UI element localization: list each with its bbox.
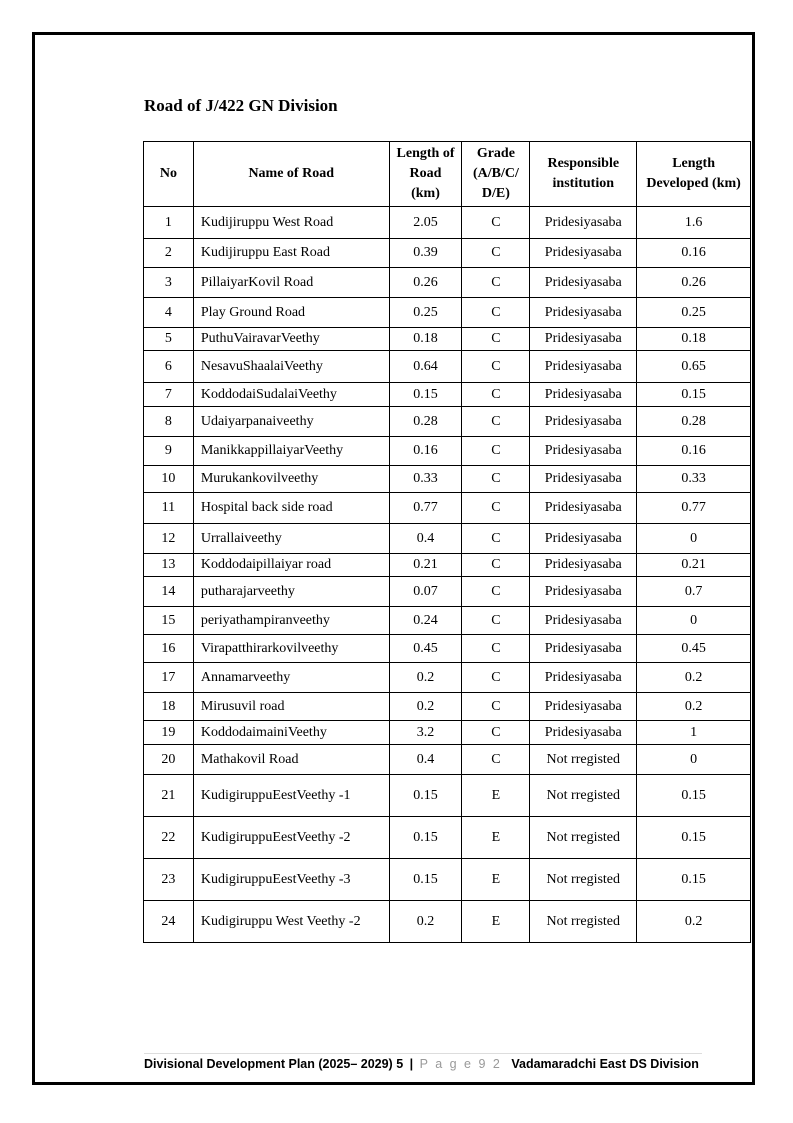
cell-responsible: Pridesiyasaba: [530, 239, 637, 268]
cell-responsible: Pridesiyasaba: [530, 554, 637, 577]
cell-developed: 0.2: [637, 663, 751, 693]
table-row: [144, 663, 751, 693]
header-length: Length of Road (km): [389, 142, 462, 207]
cell-no: 23: [144, 859, 194, 901]
table-row: [144, 239, 751, 268]
cell-road-name: KudigiruppuEestVeethy -2: [193, 817, 389, 859]
cell-length: 0.2: [389, 901, 462, 943]
header-developed: Length Developed (km): [637, 142, 751, 207]
cell-developed: 0.2: [637, 693, 751, 721]
table-header-row: [144, 142, 751, 207]
table-row: [144, 466, 751, 493]
cell-no: 17: [144, 663, 194, 693]
cell-responsible: Not rregisted: [530, 817, 637, 859]
cell-developed: 0.28: [637, 407, 751, 437]
cell-responsible: Pridesiyasaba: [530, 693, 637, 721]
cell-responsible: Pridesiyasaba: [530, 298, 637, 328]
cell-no: 6: [144, 351, 194, 383]
cell-length: 0.2: [389, 693, 462, 721]
cell-grade: C: [462, 383, 530, 407]
cell-developed: 0.16: [637, 239, 751, 268]
cell-no: 8: [144, 407, 194, 437]
cell-responsible: Pridesiyasaba: [530, 466, 637, 493]
cell-road-name: Mathakovil Road: [193, 745, 389, 775]
cell-grade: C: [462, 663, 530, 693]
cell-responsible: Not rregisted: [530, 745, 637, 775]
cell-length: 0.2: [389, 663, 462, 693]
cell-no: 12: [144, 524, 194, 554]
cell-developed: 0.25: [637, 298, 751, 328]
cell-no: 16: [144, 635, 194, 663]
cell-responsible: Not rregisted: [530, 775, 637, 817]
table-row: [144, 635, 751, 663]
cell-no: 9: [144, 437, 194, 466]
cell-road-name: KudigiruppuEestVeethy -3: [193, 859, 389, 901]
cell-length: 0.4: [389, 524, 462, 554]
footer-division: Vadamaradchi East DS Division: [511, 1057, 699, 1071]
cell-no: 7: [144, 383, 194, 407]
page-footer: [144, 1057, 699, 1071]
cell-road-name: Hospital back side road: [193, 493, 389, 524]
header-responsible: Responsible institution: [530, 142, 637, 207]
cell-length: 0.64: [389, 351, 462, 383]
cell-length: 0.4: [389, 745, 462, 775]
footer-plan-title: Divisional Development Plan (2025– 2029) 5: [144, 1057, 404, 1071]
cell-developed: 0.18: [637, 328, 751, 351]
cell-responsible: Pridesiyasaba: [530, 663, 637, 693]
cell-road-name: NesavuShaalaiVeethy: [193, 351, 389, 383]
cell-developed: 0.7: [637, 577, 751, 607]
cell-grade: E: [462, 775, 530, 817]
cell-developed: 0.15: [637, 383, 751, 407]
table-row: [144, 407, 751, 437]
cell-grade: C: [462, 745, 530, 775]
table-row: [144, 577, 751, 607]
cell-length: 0.18: [389, 328, 462, 351]
table-row: [144, 554, 751, 577]
cell-developed: 0.77: [637, 493, 751, 524]
cell-length: 0.21: [389, 554, 462, 577]
cell-road-name: KoddodaimainiVeethy: [193, 721, 389, 745]
cell-responsible: Pridesiyasaba: [530, 607, 637, 635]
cell-no: 3: [144, 268, 194, 298]
cell-developed: 0: [637, 607, 751, 635]
cell-road-name: Kudijiruppu East Road: [193, 239, 389, 268]
cell-grade: C: [462, 328, 530, 351]
cell-grade: C: [462, 351, 530, 383]
cell-road-name: PillaiyarKovil Road: [193, 268, 389, 298]
cell-length: 0.26: [389, 268, 462, 298]
cell-grade: C: [462, 239, 530, 268]
cell-developed: 0.2: [637, 901, 751, 943]
cell-no: 5: [144, 328, 194, 351]
cell-road-name: KudigiruppuEestVeethy -1: [193, 775, 389, 817]
table-row: [144, 859, 751, 901]
cell-road-name: Urrallaiveethy: [193, 524, 389, 554]
cell-length: 0.24: [389, 607, 462, 635]
cell-road-name: Koddodaipillaiyar road: [193, 554, 389, 577]
table-row: [144, 817, 751, 859]
table-row: [144, 745, 751, 775]
cell-developed: 0.45: [637, 635, 751, 663]
cell-no: 15: [144, 607, 194, 635]
cell-no: 2: [144, 239, 194, 268]
cell-grade: C: [462, 524, 530, 554]
cell-length: 0.28: [389, 407, 462, 437]
cell-developed: 0.65: [637, 351, 751, 383]
cell-road-name: PuthuVairavarVeethy: [193, 328, 389, 351]
cell-road-name: Kudijiruppu West Road: [193, 207, 389, 239]
cell-responsible: Not rregisted: [530, 901, 637, 943]
cell-grade: C: [462, 693, 530, 721]
cell-grade: E: [462, 859, 530, 901]
cell-responsible: Pridesiyasaba: [530, 493, 637, 524]
cell-no: 20: [144, 745, 194, 775]
table-row: [144, 351, 751, 383]
table-row: [144, 383, 751, 407]
cell-no: 1: [144, 207, 194, 239]
cell-grade: E: [462, 817, 530, 859]
cell-developed: 0.15: [637, 817, 751, 859]
cell-length: 3.2: [389, 721, 462, 745]
table-body: [144, 207, 751, 943]
cell-developed: 0: [637, 524, 751, 554]
cell-no: 11: [144, 493, 194, 524]
table-row: [144, 268, 751, 298]
cell-no: 4: [144, 298, 194, 328]
cell-responsible: Not rregisted: [530, 859, 637, 901]
cell-length: 2.05: [389, 207, 462, 239]
cell-responsible: Pridesiyasaba: [530, 383, 637, 407]
table-row: [144, 775, 751, 817]
table-row: [144, 298, 751, 328]
table-row: [144, 901, 751, 943]
cell-responsible: Pridesiyasaba: [530, 524, 637, 554]
cell-grade: C: [462, 607, 530, 635]
cell-no: 10: [144, 466, 194, 493]
cell-developed: 0.33: [637, 466, 751, 493]
cell-no: 24: [144, 901, 194, 943]
cell-length: 0.45: [389, 635, 462, 663]
cell-road-name: putharajarveethy: [193, 577, 389, 607]
cell-responsible: Pridesiyasaba: [530, 351, 637, 383]
cell-responsible: Pridesiyasaba: [530, 437, 637, 466]
roads-table: [143, 141, 751, 943]
cell-grade: C: [462, 207, 530, 239]
cell-road-name: Virapatthirarkovilveethy: [193, 635, 389, 663]
cell-responsible: Pridesiyasaba: [530, 721, 637, 745]
cell-developed: 0.15: [637, 859, 751, 901]
header-name: Name of Road: [193, 142, 389, 207]
cell-grade: C: [462, 554, 530, 577]
cell-responsible: Pridesiyasaba: [530, 207, 637, 239]
cell-responsible: Pridesiyasaba: [530, 328, 637, 351]
table-row: [144, 207, 751, 239]
table-row: [144, 607, 751, 635]
cell-length: 0.07: [389, 577, 462, 607]
cell-developed: 1.6: [637, 207, 751, 239]
cell-grade: C: [462, 298, 530, 328]
cell-responsible: Pridesiyasaba: [530, 577, 637, 607]
cell-length: 0.16: [389, 437, 462, 466]
cell-road-name: Annamarveethy: [193, 663, 389, 693]
footer-separator: |: [409, 1057, 414, 1071]
cell-grade: C: [462, 721, 530, 745]
cell-road-name: KoddodaiSudalaiVeethy: [193, 383, 389, 407]
cell-grade: C: [462, 268, 530, 298]
cell-no: 21: [144, 775, 194, 817]
cell-length: 0.15: [389, 775, 462, 817]
cell-no: 19: [144, 721, 194, 745]
cell-grade: C: [462, 493, 530, 524]
cell-responsible: Pridesiyasaba: [530, 407, 637, 437]
footer-divider: [144, 1053, 702, 1054]
table-row: [144, 721, 751, 745]
table-row: [144, 693, 751, 721]
table-row: [144, 493, 751, 524]
cell-grade: C: [462, 635, 530, 663]
table-title: Road of J/422 GN Division: [144, 96, 338, 115]
cell-grade: C: [462, 407, 530, 437]
cell-responsible: Pridesiyasaba: [530, 635, 637, 663]
table-row: [144, 524, 751, 554]
footer-page-number: P a g e 9 2: [419, 1057, 502, 1071]
cell-responsible: Pridesiyasaba: [530, 268, 637, 298]
cell-road-name: periyathampiranveethy: [193, 607, 389, 635]
cell-no: 22: [144, 817, 194, 859]
cell-length: 0.15: [389, 859, 462, 901]
cell-length: 0.25: [389, 298, 462, 328]
cell-length: 0.15: [389, 817, 462, 859]
cell-length: 0.33: [389, 466, 462, 493]
cell-no: 18: [144, 693, 194, 721]
cell-no: 14: [144, 577, 194, 607]
cell-length: 0.15: [389, 383, 462, 407]
cell-no: 13: [144, 554, 194, 577]
header-no: No: [144, 142, 194, 207]
cell-developed: 1: [637, 721, 751, 745]
cell-grade: C: [462, 466, 530, 493]
cell-road-name: Udaiyarpanaiveethy: [193, 407, 389, 437]
cell-length: 0.77: [389, 493, 462, 524]
cell-developed: 0.16: [637, 437, 751, 466]
cell-road-name: Mirusuvil road: [193, 693, 389, 721]
cell-developed: 0: [637, 745, 751, 775]
cell-length: 0.39: [389, 239, 462, 268]
cell-road-name: ManikkappillaiyarVeethy: [193, 437, 389, 466]
cell-road-name: Murukankovilveethy: [193, 466, 389, 493]
cell-developed: 0.21: [637, 554, 751, 577]
cell-road-name: Kudigiruppu West Veethy -2: [193, 901, 389, 943]
cell-developed: 0.26: [637, 268, 751, 298]
cell-grade: C: [462, 437, 530, 466]
cell-developed: 0.15: [637, 775, 751, 817]
cell-road-name: Play Ground Road: [193, 298, 389, 328]
table-row: [144, 437, 751, 466]
cell-grade: E: [462, 901, 530, 943]
cell-grade: C: [462, 577, 530, 607]
table-row: [144, 328, 751, 351]
header-grade: Grade (A/B/C/ D/E): [462, 142, 530, 207]
